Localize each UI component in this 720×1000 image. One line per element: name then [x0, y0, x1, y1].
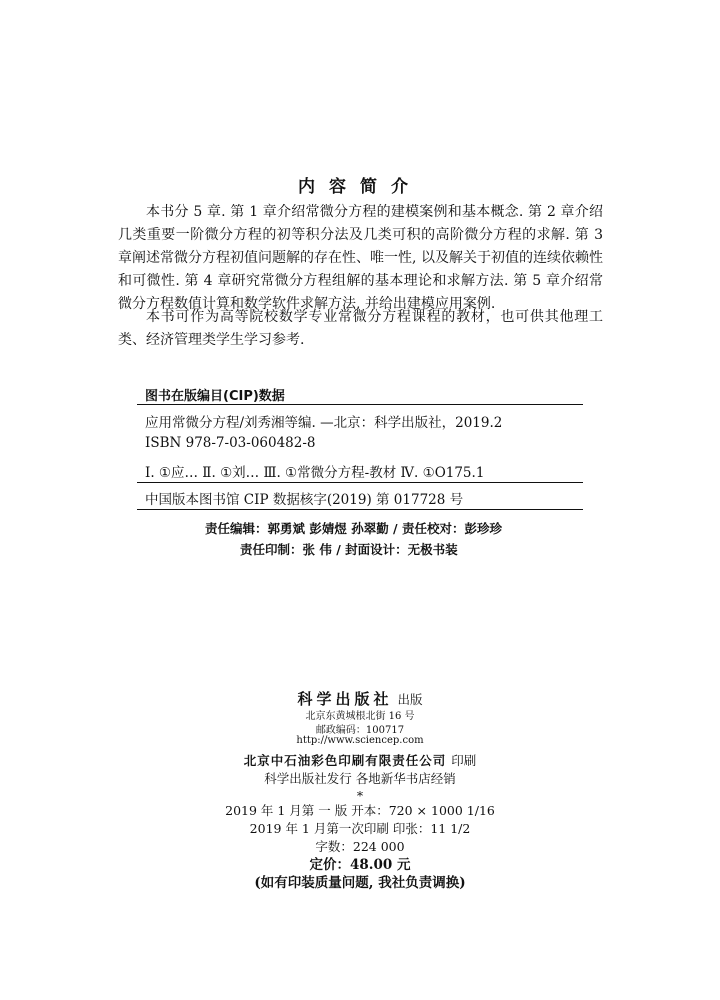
cip-title: 图书在版编目(CIP)数据 — [145, 389, 285, 404]
printing-line: 2019 年 1 月第一次印刷 印张：11 1/2 — [249, 821, 471, 836]
credits-editors: 责任编辑：郭勇斌 彭婧煜 孙翠勤 / 责任校对：彭珍珍 — [205, 521, 502, 536]
notice-line: (如有印装质量问题, 我社负责调换) — [254, 875, 466, 891]
summary-paragraph-2: 本书可作为高等院校数学专业常微分方程课程的教材，也可供其他理工类、经济管理类学生学习参考. — [118, 309, 603, 348]
separator-star: * — [356, 788, 364, 803]
cip-isbn: ISBN 978-7-03-060482-8 — [145, 435, 316, 451]
price-line: 定价：48.00 元 — [309, 857, 411, 873]
cip-rule-mid — [137, 482, 583, 483]
cip-book-line: 应用常微分方程/刘秀湘等编. —北京：科学出版社，2019.2 — [145, 415, 503, 431]
print-label: 印刷 — [451, 753, 477, 768]
publisher-address: 北京东黄城根北街 16 号 — [305, 711, 415, 722]
page-title: 内容简介 — [298, 177, 422, 197]
publisher-postcode: 邮政编码：100717 — [315, 725, 405, 736]
printer-line — [0, 750, 720, 769]
wordcount-line: 字数：224 000 — [315, 839, 405, 854]
publisher-line — [0, 688, 720, 709]
cip-record-number: 中国版本图书馆 CIP 数据核字(2019) 第 017728 号 — [145, 492, 464, 508]
distribution-line: 科学出版社发行 各地新华书店经销 — [264, 771, 456, 786]
publisher-name: 科学出版社 — [297, 690, 393, 708]
edition-line: 2019 年 1 月第 一 版 开本：720 × 1000 1/16 — [225, 803, 495, 818]
cip-classification: Ⅰ. ①应… Ⅱ. ①刘… Ⅲ. ①常微分方程-教材 Ⅳ. ①O175.1 — [145, 465, 485, 481]
printer-name: 北京中石油彩色印刷有限责任公司 — [243, 753, 447, 768]
cip-rule-bottom — [137, 509, 583, 510]
cip-rule-top — [137, 404, 583, 405]
summary-paragraph-1: 本书分 5 章. 第 1 章介绍常微分方程的建模案例和基本概念. 第 2 章介绍几类重要一阶微分方程的初等积分法及几类可积的高阶微分方程的求解. 第 3 章阐述常微分方程初值问题解的存在性、唯一性, 以及解关于初值的连续依赖性和可微性. 第 4 章研究常微分方程组解的基本理论和求解方法. 第 5 章介绍常微分方程数值计算和数学软件求解方法, 并给出建模应用案例. — [118, 204, 603, 312]
publish-label: 出版 — [397, 692, 423, 707]
credits-production: 责任印制：张 伟 / 封面设计：无极书装 — [240, 542, 458, 557]
publisher-website: http://www.sciencep.com — [296, 735, 424, 746]
